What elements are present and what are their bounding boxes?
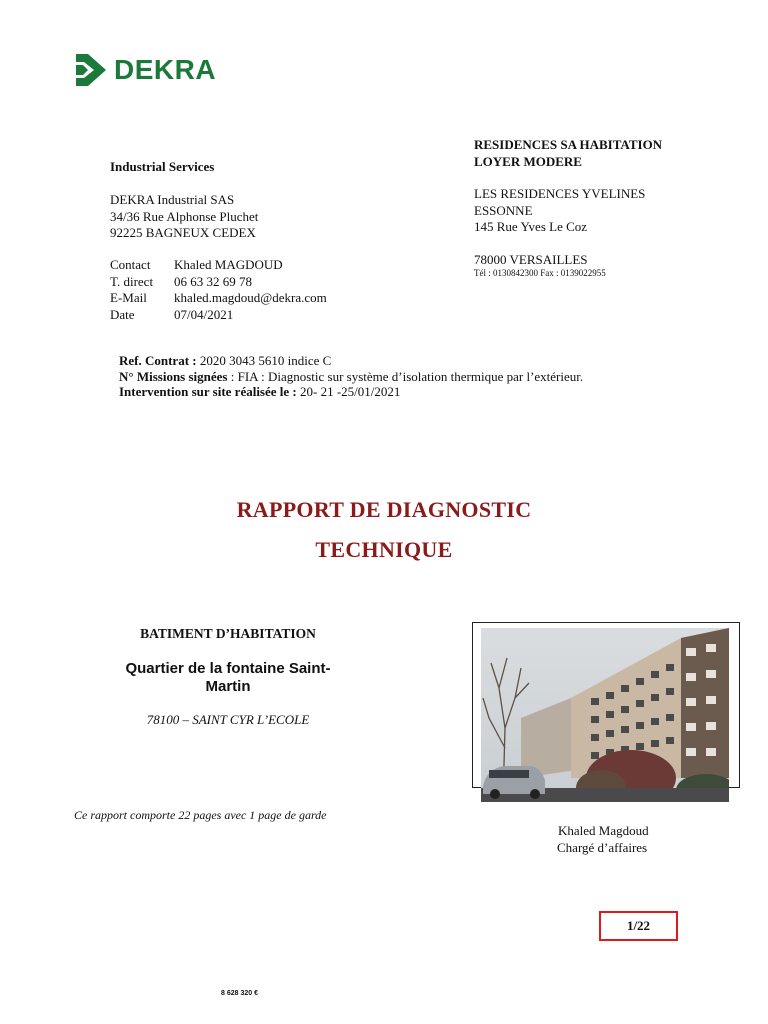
dekra-logo bbox=[74, 52, 216, 88]
intervention-label: Intervention sur site réalisée le : bbox=[119, 384, 297, 399]
sender-address bbox=[110, 192, 258, 242]
email-row bbox=[110, 290, 327, 307]
contract-label: Ref. Contrat : bbox=[119, 353, 197, 368]
missions-ref bbox=[119, 369, 583, 385]
sender-city: 92225 BAGNEUX CEDEX bbox=[110, 225, 256, 240]
contact-value: Khaled MAGDOUD bbox=[174, 257, 283, 272]
quarter-line2: Martin bbox=[205, 678, 251, 695]
page-number-box bbox=[599, 911, 678, 941]
intervention-value: 20- 21 -25/01/2021 bbox=[296, 384, 401, 399]
recipient-org-line2: ESSONNE bbox=[474, 202, 533, 218]
missions-value: : FIA : Diagnostic sur système d’isolation thermique par l’extérieur. bbox=[227, 368, 584, 384]
recipient-name bbox=[474, 137, 662, 170]
sender-contact-table bbox=[110, 257, 327, 323]
recipient-phone-fax: Tél : 0130842300 Fax : 0139022955 bbox=[474, 268, 606, 278]
intervention-ref bbox=[119, 384, 583, 400]
signature-name: Khaled Magdoud bbox=[558, 823, 649, 838]
pages-note: Ce rapport comporte 22 pages avec 1 page de garde bbox=[74, 808, 327, 822]
footer-capital: 8 628 320 € bbox=[221, 990, 258, 997]
phone-label: T. direct bbox=[110, 273, 154, 289]
recipient-name-line1: RESIDENCES SA HABITATION bbox=[474, 137, 663, 152]
references-block bbox=[119, 353, 583, 400]
sender-company: DEKRA Industrial SAS bbox=[110, 192, 235, 207]
building-type: BATIMENT D’HABITATION bbox=[140, 626, 316, 641]
date-label: Date bbox=[110, 306, 135, 322]
page-number: 1/22 bbox=[626, 918, 651, 933]
recipient-org-line1: LES RESIDENCES YVELINES bbox=[474, 186, 646, 201]
building-photo bbox=[481, 628, 729, 802]
contact-label: Contact bbox=[110, 257, 151, 272]
phone-row bbox=[110, 274, 327, 291]
dekra-logo-icon bbox=[74, 52, 108, 88]
signature-role: Chargé d’affaires bbox=[557, 839, 648, 855]
building-photo-image bbox=[481, 628, 729, 802]
date-row bbox=[110, 307, 327, 324]
email-value: khaled.magdoud@dekra.com bbox=[174, 290, 327, 305]
contract-value: 2020 3043 5610 indice C bbox=[196, 353, 332, 368]
email-label: E-Mail bbox=[110, 290, 147, 305]
signature-block bbox=[557, 823, 649, 856]
date-value: 07/04/2021 bbox=[174, 306, 234, 322]
report-title-line1: RAPPORT DE DIAGNOSTIC bbox=[236, 497, 532, 522]
recipient-city: 78000 VERSAILLES bbox=[474, 252, 588, 267]
report-title-line2: TECHNIQUE bbox=[315, 537, 453, 562]
sender-division: Industrial Services bbox=[110, 159, 215, 174]
recipient-address bbox=[474, 186, 645, 236]
missions-label: N° Missions signées bbox=[119, 368, 228, 384]
quarter-line1: Quartier de la fontaine Saint- bbox=[125, 660, 331, 677]
contract-ref bbox=[119, 353, 583, 369]
contact-row bbox=[110, 257, 327, 274]
recipient-street: 145 Rue Yves Le Coz bbox=[474, 219, 588, 234]
recipient-name-line2: LOYER MODERE bbox=[474, 153, 582, 169]
building-quarter bbox=[80, 660, 376, 696]
building-address: 78100 – SAINT CYR L’ECOLE bbox=[146, 712, 310, 727]
phone-value: 06 63 32 69 78 bbox=[174, 273, 252, 289]
sender-street: 34/36 Rue Alphonse Pluchet bbox=[110, 208, 259, 224]
logo-text: DEKRA bbox=[114, 54, 217, 85]
